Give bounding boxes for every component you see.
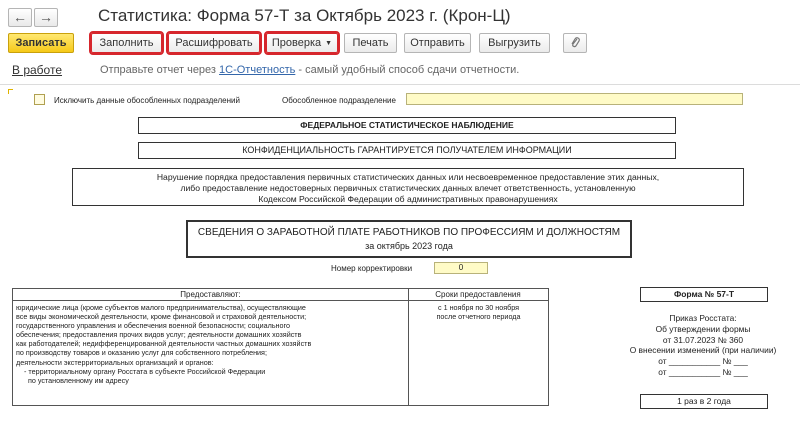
deadlines-header: Сроки предоставления <box>408 289 548 301</box>
confidentiality-notice: КОНФИДЕНЦИАЛЬНОСТЬ ГАРАНТИРУЕТСЯ ПОЛУЧАТЕЛЕМ ИНФОРМАЦИИ <box>138 142 676 159</box>
providers-line: обеспечения; предоставления прочих видов услуг; деятельности домашних хозяйств <box>16 330 302 340</box>
info-line <box>100 64 519 76</box>
cell-marker <box>8 89 13 94</box>
status-link[interactable]: В работе <box>12 63 63 77</box>
providers-line: по производству товаров и оказанию услуг для собственного потребления; <box>16 348 267 358</box>
exclude-subdivisions-label: Исключить данные обособленных подразделений <box>54 96 240 105</box>
order-info <box>608 313 798 378</box>
arrow-right-icon: → <box>39 9 53 25</box>
back-button[interactable] <box>8 8 32 27</box>
form-number: Форма № 57-Т <box>640 287 768 302</box>
caret-down-icon: ▼ <box>325 40 333 47</box>
warning-line: Нарушение порядка предоставления первичных статистических данных или несвоевременное предоставление этих данных, <box>156 172 660 182</box>
providers-text <box>16 303 406 385</box>
forward-button[interactable] <box>34 8 58 27</box>
attach-button[interactable] <box>563 33 587 53</box>
deadline-line: после отчетного периода <box>436 312 521 322</box>
window-title: Статистика: Форма 57-Т за Октябрь 2023 г. (Крон-Ц) <box>98 6 511 25</box>
info-prefix: Отправьте отчет через <box>100 64 220 76</box>
report-title-box <box>186 220 632 258</box>
deadline-line: с 1 ноября по 30 ноября <box>437 303 520 312</box>
order-line: от ___________ № ___ <box>658 356 748 367</box>
fill-button[interactable]: Заполнить <box>91 33 162 53</box>
paperclip-icon <box>569 36 581 50</box>
order-line: Об утверждении формы <box>655 323 751 334</box>
info-suffix: - самый удобный способ сдачи отчетности. <box>295 64 520 76</box>
federal-observation-header: ФЕДЕРАЛЬНОЕ СТАТИСТИЧЕСКОЕ НАБЛЮДЕНИЕ <box>138 117 676 134</box>
liability-warning <box>72 168 744 206</box>
subdivision-label: Обособленное подразделение <box>282 96 396 105</box>
order-line: О внесении изменений (при наличии) <box>629 345 777 356</box>
send-button[interactable]: Отправить <box>404 33 471 53</box>
providers-header: Предоставляют: <box>13 289 408 301</box>
providers-line: как работодателей; недифференцированной деятельности частных домашних хозяйств <box>16 339 312 349</box>
divider <box>0 84 800 85</box>
frequency-box: 1 раз в 2 года <box>640 394 768 409</box>
subdivision-input[interactable] <box>406 93 743 105</box>
report-title: СВЕДЕНИЯ О ЗАРАБОТНОЙ ПЛАТЕ РАБОТНИКОВ ПО ПРОФЕССИЯМ И ДОЛЖНОСТЯМ <box>197 227 621 238</box>
providers-line: по установленному им адресу <box>16 375 129 385</box>
providers-line: деятельности экстерриториальных организаций и органов: <box>16 357 214 367</box>
correction-label: Номер корректировки <box>331 264 413 273</box>
export-button[interactable]: Выгрузить <box>479 33 550 53</box>
order-line: от 31.07.2023 № 360 <box>662 334 744 345</box>
providers-table <box>12 288 549 406</box>
providers-line: государственного управления и обеспечения военной безопасности; социального <box>16 321 290 331</box>
warning-line: либо предоставление недостоверных первичных статистических данных влечет ответственность, установленную <box>180 183 636 193</box>
correction-number-field[interactable]: 0 <box>434 262 488 274</box>
providers-line: юридические лица (кроме субъектов малого предпринимательства), осуществляющие <box>16 303 306 312</box>
order-line: Приказ Росстата: <box>669 313 737 323</box>
check-button-label: Проверка <box>271 37 322 49</box>
arrow-left-icon: ← <box>13 9 27 25</box>
providers-line: все виды экономической деятельности, кроме финансовой и страховой деятельности; <box>16 312 307 322</box>
save-button[interactable]: Записать <box>8 33 74 53</box>
exclude-subdivisions-checkbox[interactable] <box>34 94 45 105</box>
order-line: от ___________ № ___ <box>658 366 748 377</box>
providers-line: - территориальному органу Росстата в субъекте Российской Федерации <box>16 366 266 376</box>
decode-button[interactable]: Расшифровать <box>168 33 260 53</box>
print-button[interactable]: Печать <box>344 33 397 53</box>
warning-line: Кодексом Российской Федерации об административных правонарушениях <box>258 194 558 204</box>
deadlines-text <box>409 303 548 321</box>
check-dropdown-button[interactable] <box>266 33 338 53</box>
report-period: за октябрь 2023 года <box>365 241 453 251</box>
reporting-link[interactable]: 1С-Отчетность <box>219 64 296 76</box>
